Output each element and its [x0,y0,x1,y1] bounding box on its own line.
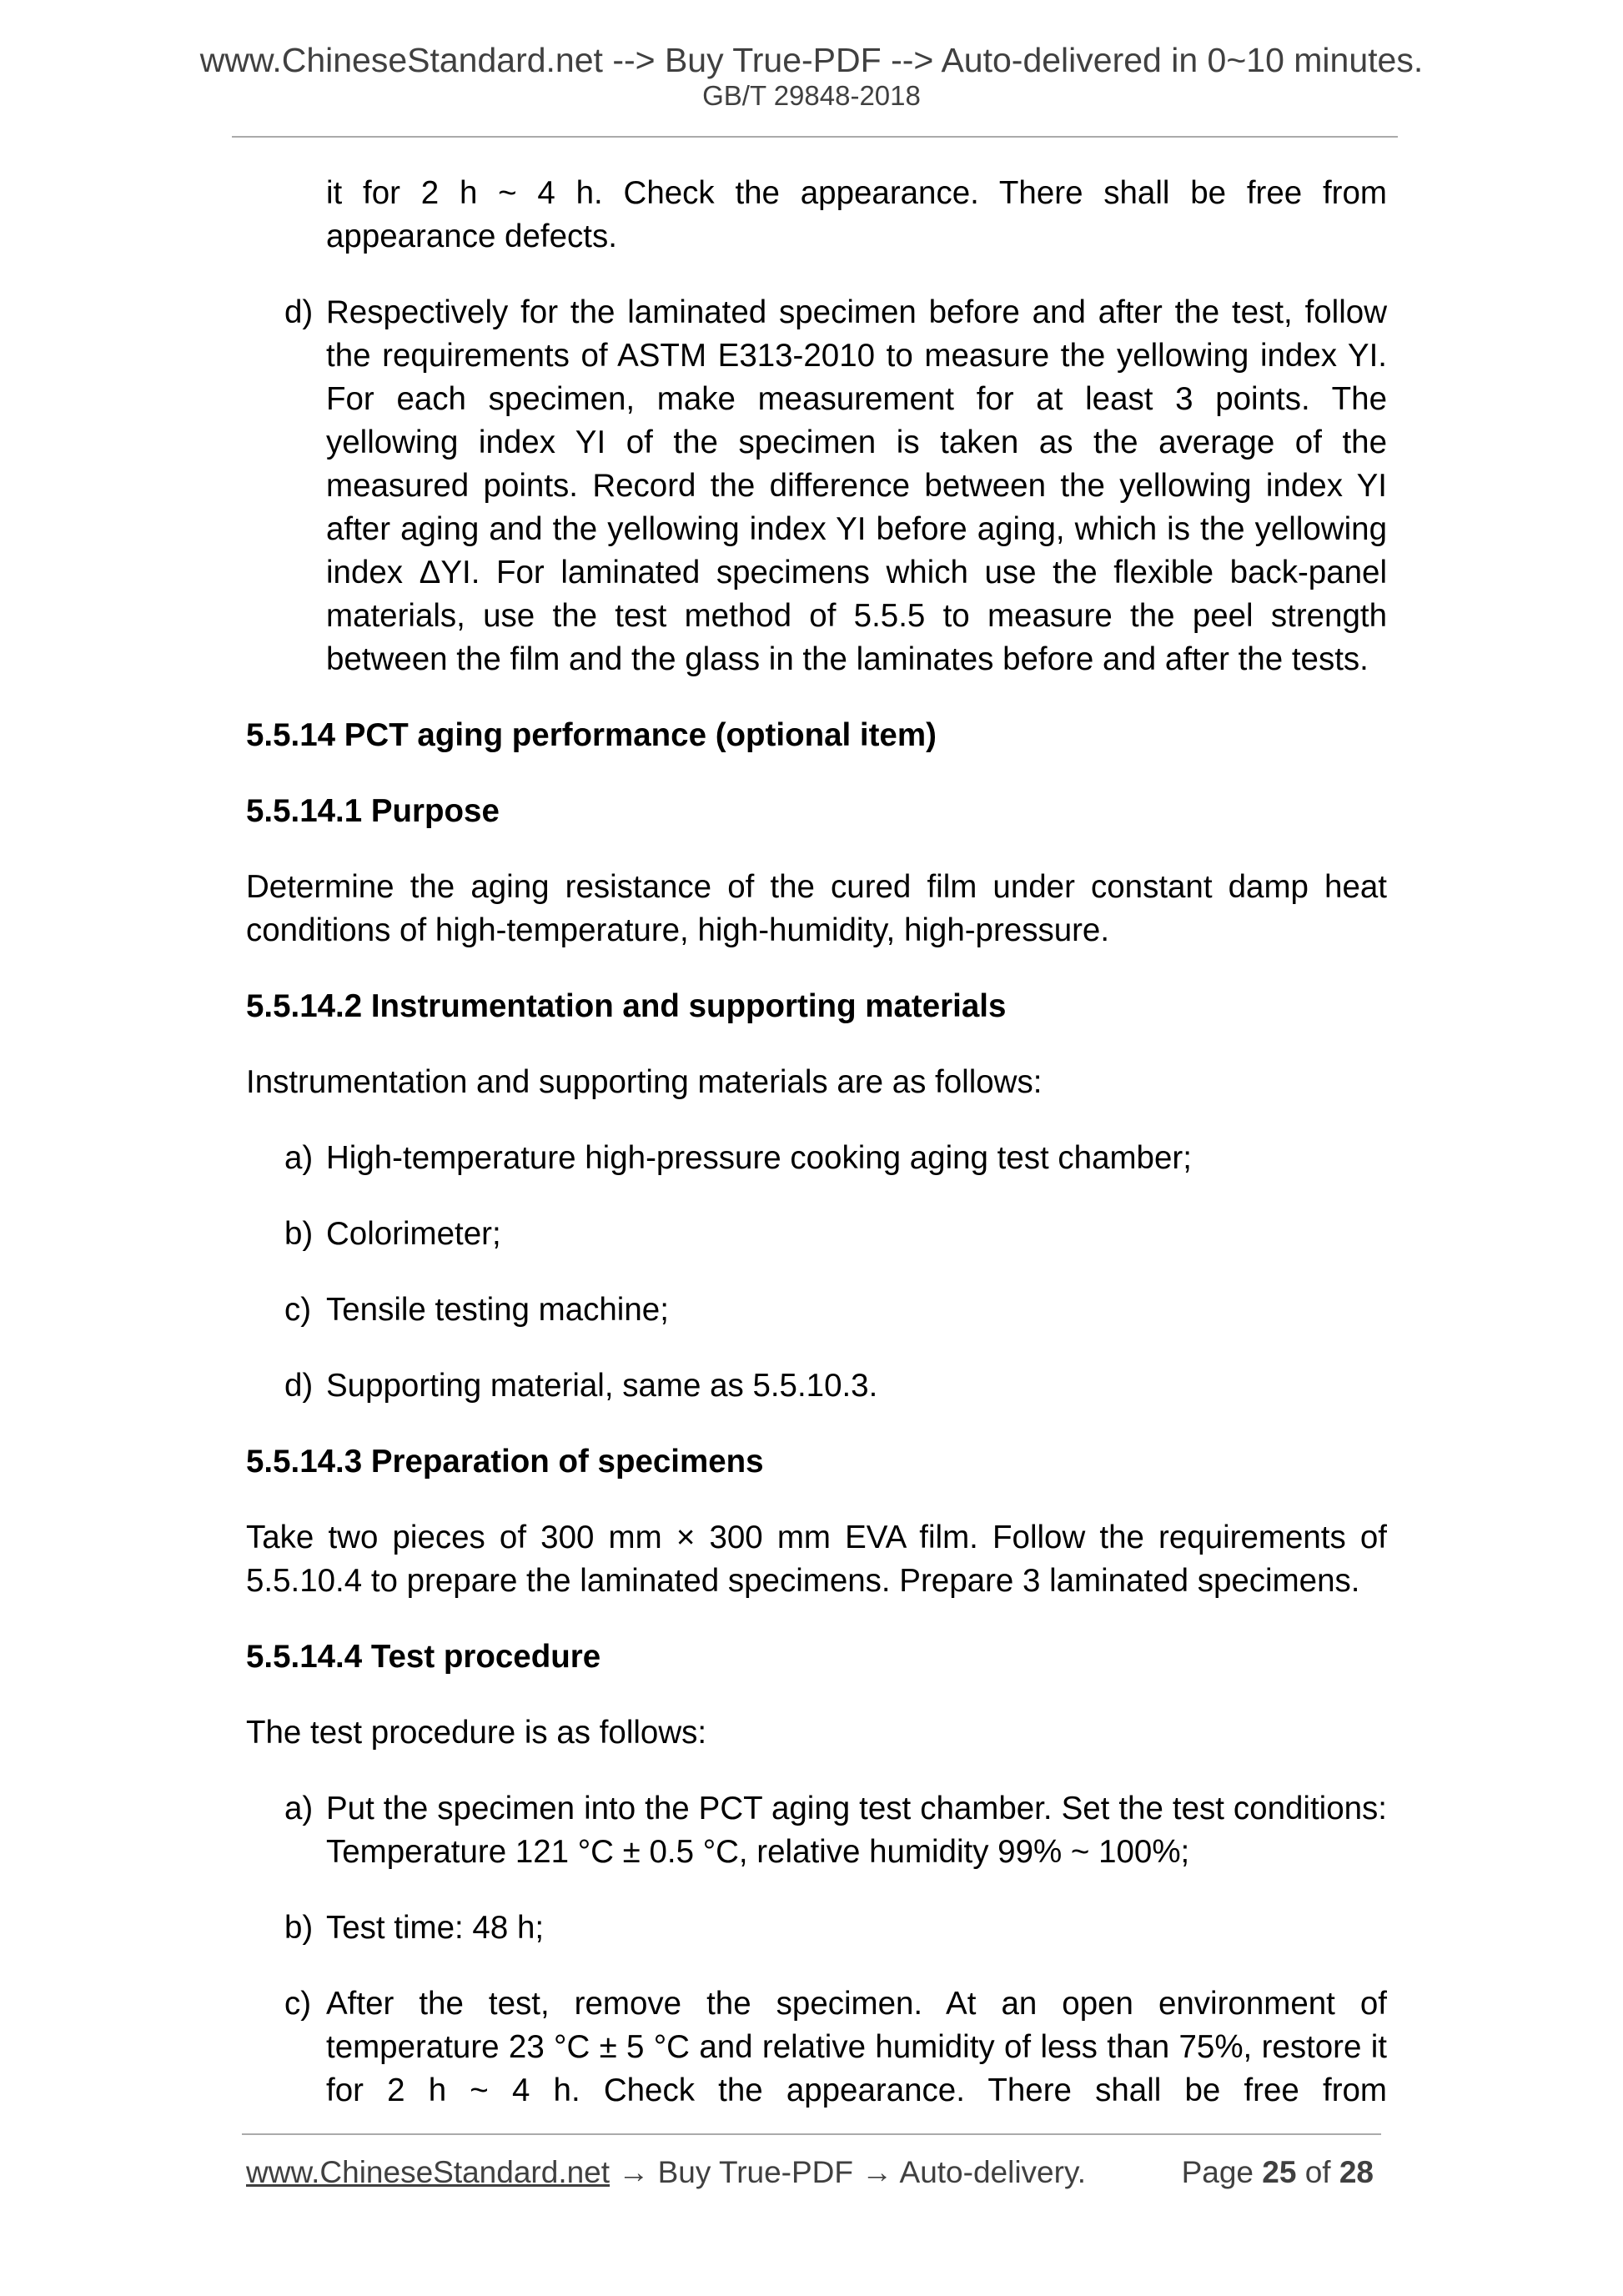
list-item-text: Supporting material, same as 5.5.10.3. [326,1368,878,1404]
list-item-text: After the test, remove the specimen. At an open environment of temperature 23 °C ± 5 °C and relative humidity of less than 75%, restore it for 2 h ~ 4 h. Check the appearance. There shall be free from [326,1986,1387,2108]
instrument-item-d [246,1364,1387,1408]
page-word: Page [1181,2155,1254,2189]
footer-site-link[interactable]: www.ChineseStandard.net [246,2155,611,2189]
procedure-item-a [246,1787,1387,1874]
list-item-text: Tensile testing machine; [326,1292,669,1328]
header-banner: www.ChineseStandard.net --> Buy True-PDF --> Auto-delivered in 0~10 minutes. [199,41,1424,79]
list-item-label: b) [284,1216,314,1252]
of-word: of [1304,2155,1331,2189]
procedure-intro: The test procedure is as follows: [246,1715,707,1751]
procedure-item-b [246,1907,1387,1950]
instrument-intro: Instrumentation and supporting materials are as follows: [246,1064,1043,1100]
footer-tagline: → Buy True-PDF → Auto-delivery. [610,2155,1086,2189]
continued-item-c: it for 2 h ~ 4 h. Check the appearance. There shall be free from appearance defects. [326,175,1387,254]
page-total: 28 [1339,2155,1374,2189]
preparation-paragraph: Take two pieces of 300 mm × 300 mm EVA film. Follow the requirements of 5.5.10.4 to prepare the laminated specimens. Prepare 3 laminated specimens. [246,1520,1387,1599]
instrument-item-b [246,1213,1387,1256]
list-item-label: c) [284,1986,312,2022]
instrument-item-c [246,1289,1387,1332]
list-item-text: Colorimeter; [326,1216,501,1252]
list-item-text: Put the specimen into the PCT aging test chamber. Set the test conditions: Temperature 121 °C ± 0.5 °C, relative humidity 99% ~ 100%; [326,1791,1387,1870]
list-item-text: High-temperature high-pressure cooking aging test chamber; [326,1140,1192,1176]
list-item-label: c) [284,1292,312,1328]
purpose-paragraph: Determine the aging resistance of the cured film under constant damp heat conditions of high-temperature, high-humidity, high-pressure. [246,869,1387,948]
section-heading-5-5-14-2: 5.5.14.2 Instrumentation and supporting materials [246,988,1007,1024]
list-item-label: a) [284,1791,314,1826]
list-item-label: d) [284,294,314,330]
page-content [246,172,1387,2113]
section-heading-5-5-14: 5.5.14 PCT aging performance (optional item) [246,717,937,753]
list-item-label: a) [284,1140,314,1176]
list-item-d [246,291,1387,681]
section-heading-5-5-14-4: 5.5.14.4 Test procedure [246,1639,601,1675]
procedure-item-c [246,1982,1387,2113]
list-item-label: b) [284,1910,314,1946]
page-number: 25 [1262,2155,1297,2189]
section-heading-5-5-14-1: 5.5.14.1 Purpose [246,793,500,829]
list-item-text: Test time: 48 h; [326,1910,545,1946]
page-indicator [1182,2157,1374,2188]
standard-code: GB/T 29848-2018 [702,80,921,111]
list-item-label: d) [284,1368,314,1404]
list-item-text: Respectively for the laminated specimen before and after the test, follow the requirements of ASTM E313-2010 to measure the yellowing index YI. For each specimen, make measurement for at least 3 points. The yellowing index YI of the specimen is taken as the average of the measured points. Record the difference between the yellowing index YI after aging and the yellowing index YI before aging, which is the yellowing index ΔYI. For laminated specimens which use the flexible back-panel materials, use the test method of 5.5.5 to measure the peel strength between the film and the glass in the laminates before and after the tests. [326,294,1387,677]
instrument-item-a [246,1137,1387,1180]
footer-divider [242,2133,1381,2135]
page-footer [246,2157,1380,2188]
section-heading-5-5-14-3: 5.5.14.3 Preparation of specimens [246,1444,764,1480]
header-divider [232,136,1398,138]
